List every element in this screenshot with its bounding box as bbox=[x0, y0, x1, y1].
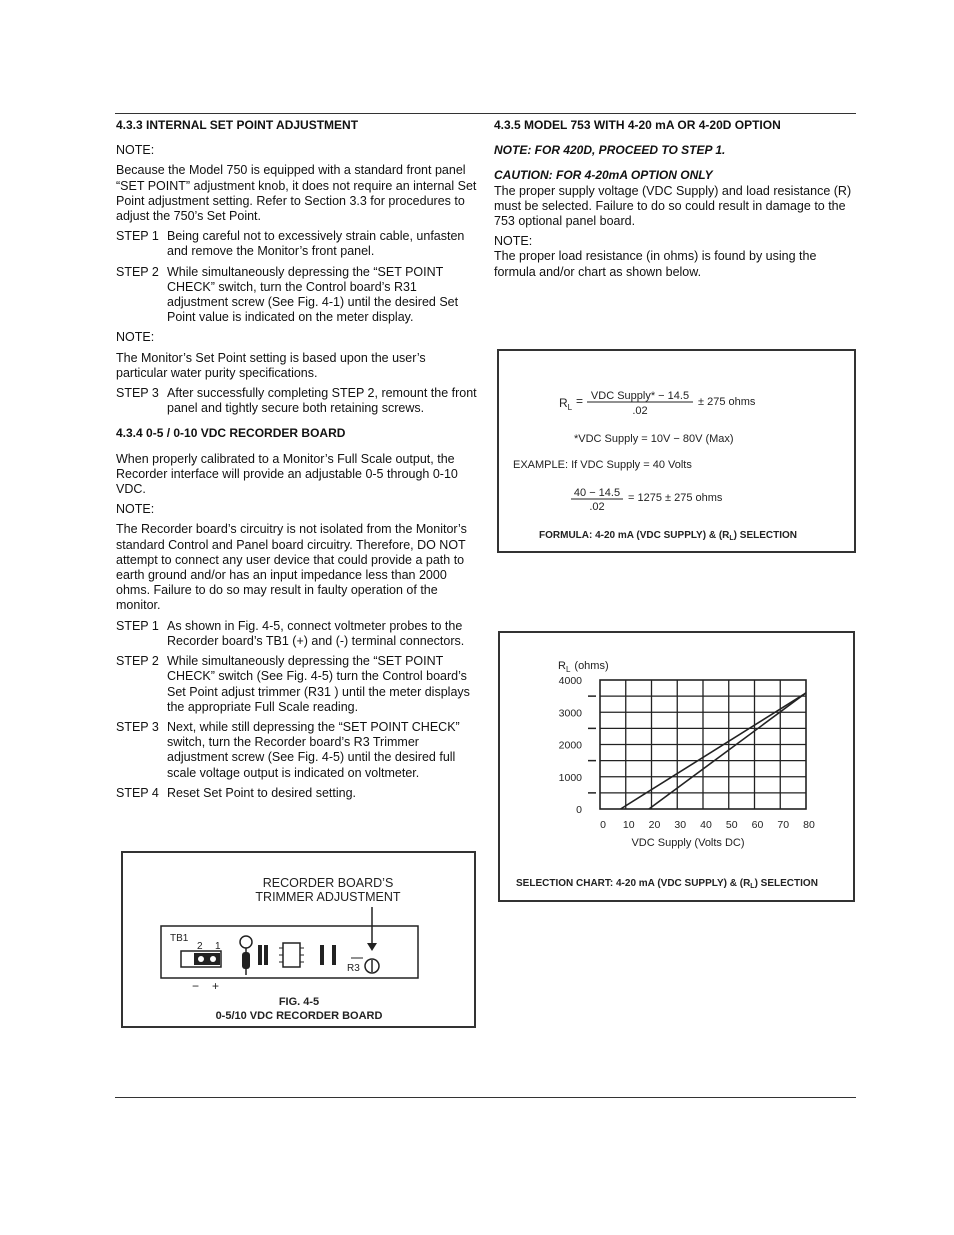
chart-series bbox=[621, 693, 806, 809]
x-tick-label: 0 bbox=[600, 819, 606, 831]
r3-label: R3 bbox=[347, 963, 360, 974]
section-435-heading: 4.3.5 MODEL 753 WITH 4-20 mA OR 4-20D OPTION bbox=[494, 118, 781, 132]
step-label: STEP 3 bbox=[116, 719, 159, 734]
chart-grid bbox=[600, 680, 806, 809]
step-text: Reset Set Point to desired setting. bbox=[167, 785, 356, 800]
y-tick-label: 4000 bbox=[558, 675, 582, 687]
example-text: EXAMPLE: If VDC Supply = 40 Volts bbox=[513, 459, 692, 471]
recorder-board-diagram bbox=[123, 853, 474, 1026]
caution-heading: CAUTION: FOR 4-20mA OPTION ONLY bbox=[494, 168, 713, 183]
step-item bbox=[116, 654, 478, 715]
note-text: The Monitor’s Set Point setting is based upon the user’s particular water purity specifications. bbox=[116, 350, 426, 380]
arrow-head-icon bbox=[367, 943, 377, 951]
step-label: STEP 1 bbox=[116, 618, 159, 633]
step-text: While simultaneously depressing the “SET POINT CHECK” switch, turn the Control board’s R31 adjustment screw (See Fig. 4-1) until the desired Set Point value is indicated on the meter display. bbox=[167, 264, 459, 325]
note-text: Because the Model 750 is equipped with a standard front panel “SET POINT” adjustment knob, it does not require an internal Set Point adjustment setting. Refer to Section 3.3 for procedures to adjust the 750’s Set Point. bbox=[116, 163, 477, 224]
rl-symbol: $R_L$ bbox=[559, 396, 573, 412]
note-text: The Recorder board’s circuitry is not isolated from the Monitor’s standard Control and Panel board circuitry. Therefore, DO NOT attempt to connect any user device that could provide a path to earth ground and/or has an input impedance less than 2000 ohms. Failure to do so may result in faulty operation of the monitor. bbox=[116, 522, 467, 613]
y-axis-label: $R_L$ (ohms) bbox=[558, 660, 609, 674]
step-item bbox=[116, 720, 478, 781]
x-tick-label: 20 bbox=[648, 819, 661, 831]
formula-denominator: .02 bbox=[632, 405, 648, 417]
minus-terminal-label: − bbox=[192, 979, 200, 993]
selection-chart-box bbox=[498, 631, 855, 902]
formula-caption: FORMULA: 4-20 mA (VDC SUPPLY) & $(R_L)$ SELECTION bbox=[539, 530, 798, 542]
figure-caption-line2: 0-5/10 VDC RECORDER BOARD bbox=[215, 1010, 383, 1022]
callout-line2: TRIMMER ADJUSTMENT bbox=[255, 890, 401, 904]
top-rule bbox=[115, 113, 856, 114]
formula-tolerance: ± 275 ohms bbox=[698, 396, 756, 408]
x-axis-label: VDC Supply (Volts DC) bbox=[631, 837, 745, 849]
note-label: NOTE: bbox=[494, 234, 533, 249]
y-tick-label: 0 bbox=[576, 804, 582, 816]
step-label: STEP 2 bbox=[116, 654, 159, 669]
step-text: While simultaneously depressing the “SET POINT CHECK” switch (See Fig. 4-5) turn the Control board’s Set Point adjust trimmer (R31 ) until the meter displays the appropriate Full Scale reading. bbox=[167, 654, 470, 714]
step-text: After successfully completing STEP 2, remount the front panel and tightly secure both retaining screws. bbox=[167, 386, 477, 416]
step-item bbox=[116, 265, 478, 326]
y-tick-label: 1000 bbox=[558, 771, 582, 784]
right-column bbox=[494, 118, 856, 285]
series-line bbox=[621, 693, 806, 809]
step-text: Next, while still depressing the “SET POINT CHECK” switch, turn the Recorder board’s R3 Trimmer adjustment screw (See Fig. 4-5) until the desired full scale voltage output is indicated on voltmeter. bbox=[167, 719, 460, 780]
equals-sign: = bbox=[576, 394, 584, 408]
x-tick-label: 70 bbox=[777, 819, 790, 831]
note-text: The proper load resistance (in ohms) is found by using the formula and/or chart as shown below. bbox=[494, 249, 817, 279]
step-label: STEP 2 bbox=[116, 264, 159, 279]
ic-chip-icon bbox=[283, 943, 300, 967]
step-text: As shown in Fig. 4-5, connect voltmeter probes to the Recorder board’s TB1 (+) and (-) terminal connectors. bbox=[167, 618, 465, 648]
step-item bbox=[116, 229, 478, 259]
note-label: NOTE: bbox=[116, 143, 155, 158]
section-434-heading: 4.3.4 0-5 / 0-10 VDC RECORDER BOARD bbox=[116, 426, 346, 441]
figure-caption-line1: FIG. 4-5 bbox=[278, 996, 320, 1008]
x-tick-label: 50 bbox=[725, 819, 738, 831]
note-420d: NOTE: FOR 420D, PROCEED TO STEP 1. bbox=[494, 143, 726, 158]
series-line bbox=[649, 693, 806, 809]
pin-2-label: 2 bbox=[197, 941, 203, 952]
formula-diagram bbox=[499, 351, 854, 551]
step-item bbox=[116, 786, 478, 801]
step-text: Being careful not to excessively strain cable, unfasten and remove the Monitor’s front panel. bbox=[167, 229, 465, 259]
formula-box bbox=[497, 349, 856, 553]
screw-icon bbox=[210, 956, 216, 962]
example-result: = 1275 ± 275 ohms bbox=[628, 492, 723, 504]
step-item bbox=[116, 386, 478, 416]
y-tick-labels bbox=[559, 675, 596, 816]
terminal-screws bbox=[194, 953, 220, 965]
capacitor-icon bbox=[320, 945, 324, 965]
intro-text: When properly calibrated to a Monitor’s Full Scale output, the Recorder interface will provide an adjustable 0-5 through 0-10 VDC. bbox=[116, 451, 458, 497]
caution-text: The proper supply voltage (VDC Supply) and load resistance (R) must be selected. Failure to do so could result in damage to the 753 optional panel board. bbox=[494, 183, 852, 229]
component-icon bbox=[240, 936, 252, 948]
note-label: NOTE: bbox=[116, 502, 155, 517]
capacitor-icon bbox=[332, 945, 336, 965]
step-label: STEP 1 bbox=[116, 229, 159, 244]
example-denominator: .02 bbox=[589, 501, 605, 513]
x-tick-label: 40 bbox=[700, 819, 712, 831]
callout-line1: RECORDER BOARD’S bbox=[262, 876, 394, 890]
formula-numerator: VDC Supply* − 14.5 bbox=[590, 390, 690, 402]
step-label: STEP 4 bbox=[116, 785, 159, 800]
x-tick-label: 60 bbox=[751, 819, 764, 831]
pin-1-label: 1 bbox=[215, 941, 221, 952]
plus-terminal-label: + bbox=[212, 979, 220, 993]
screw-icon bbox=[198, 956, 204, 962]
capacitor-icon bbox=[258, 945, 262, 965]
selection-chart bbox=[500, 633, 853, 900]
x-tick-label: 30 bbox=[674, 819, 687, 831]
chart-caption: SELECTION CHART: 4-20 mA (VDC SUPPLY) & $(R_L)$ SELECTION bbox=[516, 878, 818, 890]
recorder-board-figure bbox=[121, 851, 476, 1028]
step-label: STEP 3 bbox=[116, 386, 159, 401]
section-433-heading: 4.3.3 INTERNAL SET POINT ADJUSTMENT bbox=[116, 118, 359, 132]
bottom-rule bbox=[115, 1097, 856, 1098]
note-label: NOTE: bbox=[116, 330, 155, 345]
y-tick-label: 2000 bbox=[558, 739, 582, 752]
x-tick-label: 10 bbox=[622, 819, 635, 831]
step-item bbox=[116, 619, 478, 649]
y-tick-label: 3000 bbox=[558, 707, 582, 720]
tb1-label: TB1 bbox=[170, 933, 189, 944]
left-column bbox=[116, 118, 478, 806]
resistor-icon bbox=[242, 952, 250, 969]
supply-range-note: *VDC Supply = 10V − 80V (Max) bbox=[574, 433, 734, 445]
example-numerator: 40 − 14.5 bbox=[573, 487, 621, 499]
x-tick-labels bbox=[600, 819, 815, 831]
x-tick-label: 80 bbox=[803, 819, 815, 831]
capacitor-icon bbox=[264, 945, 268, 965]
circuit-board-outline bbox=[161, 926, 418, 978]
